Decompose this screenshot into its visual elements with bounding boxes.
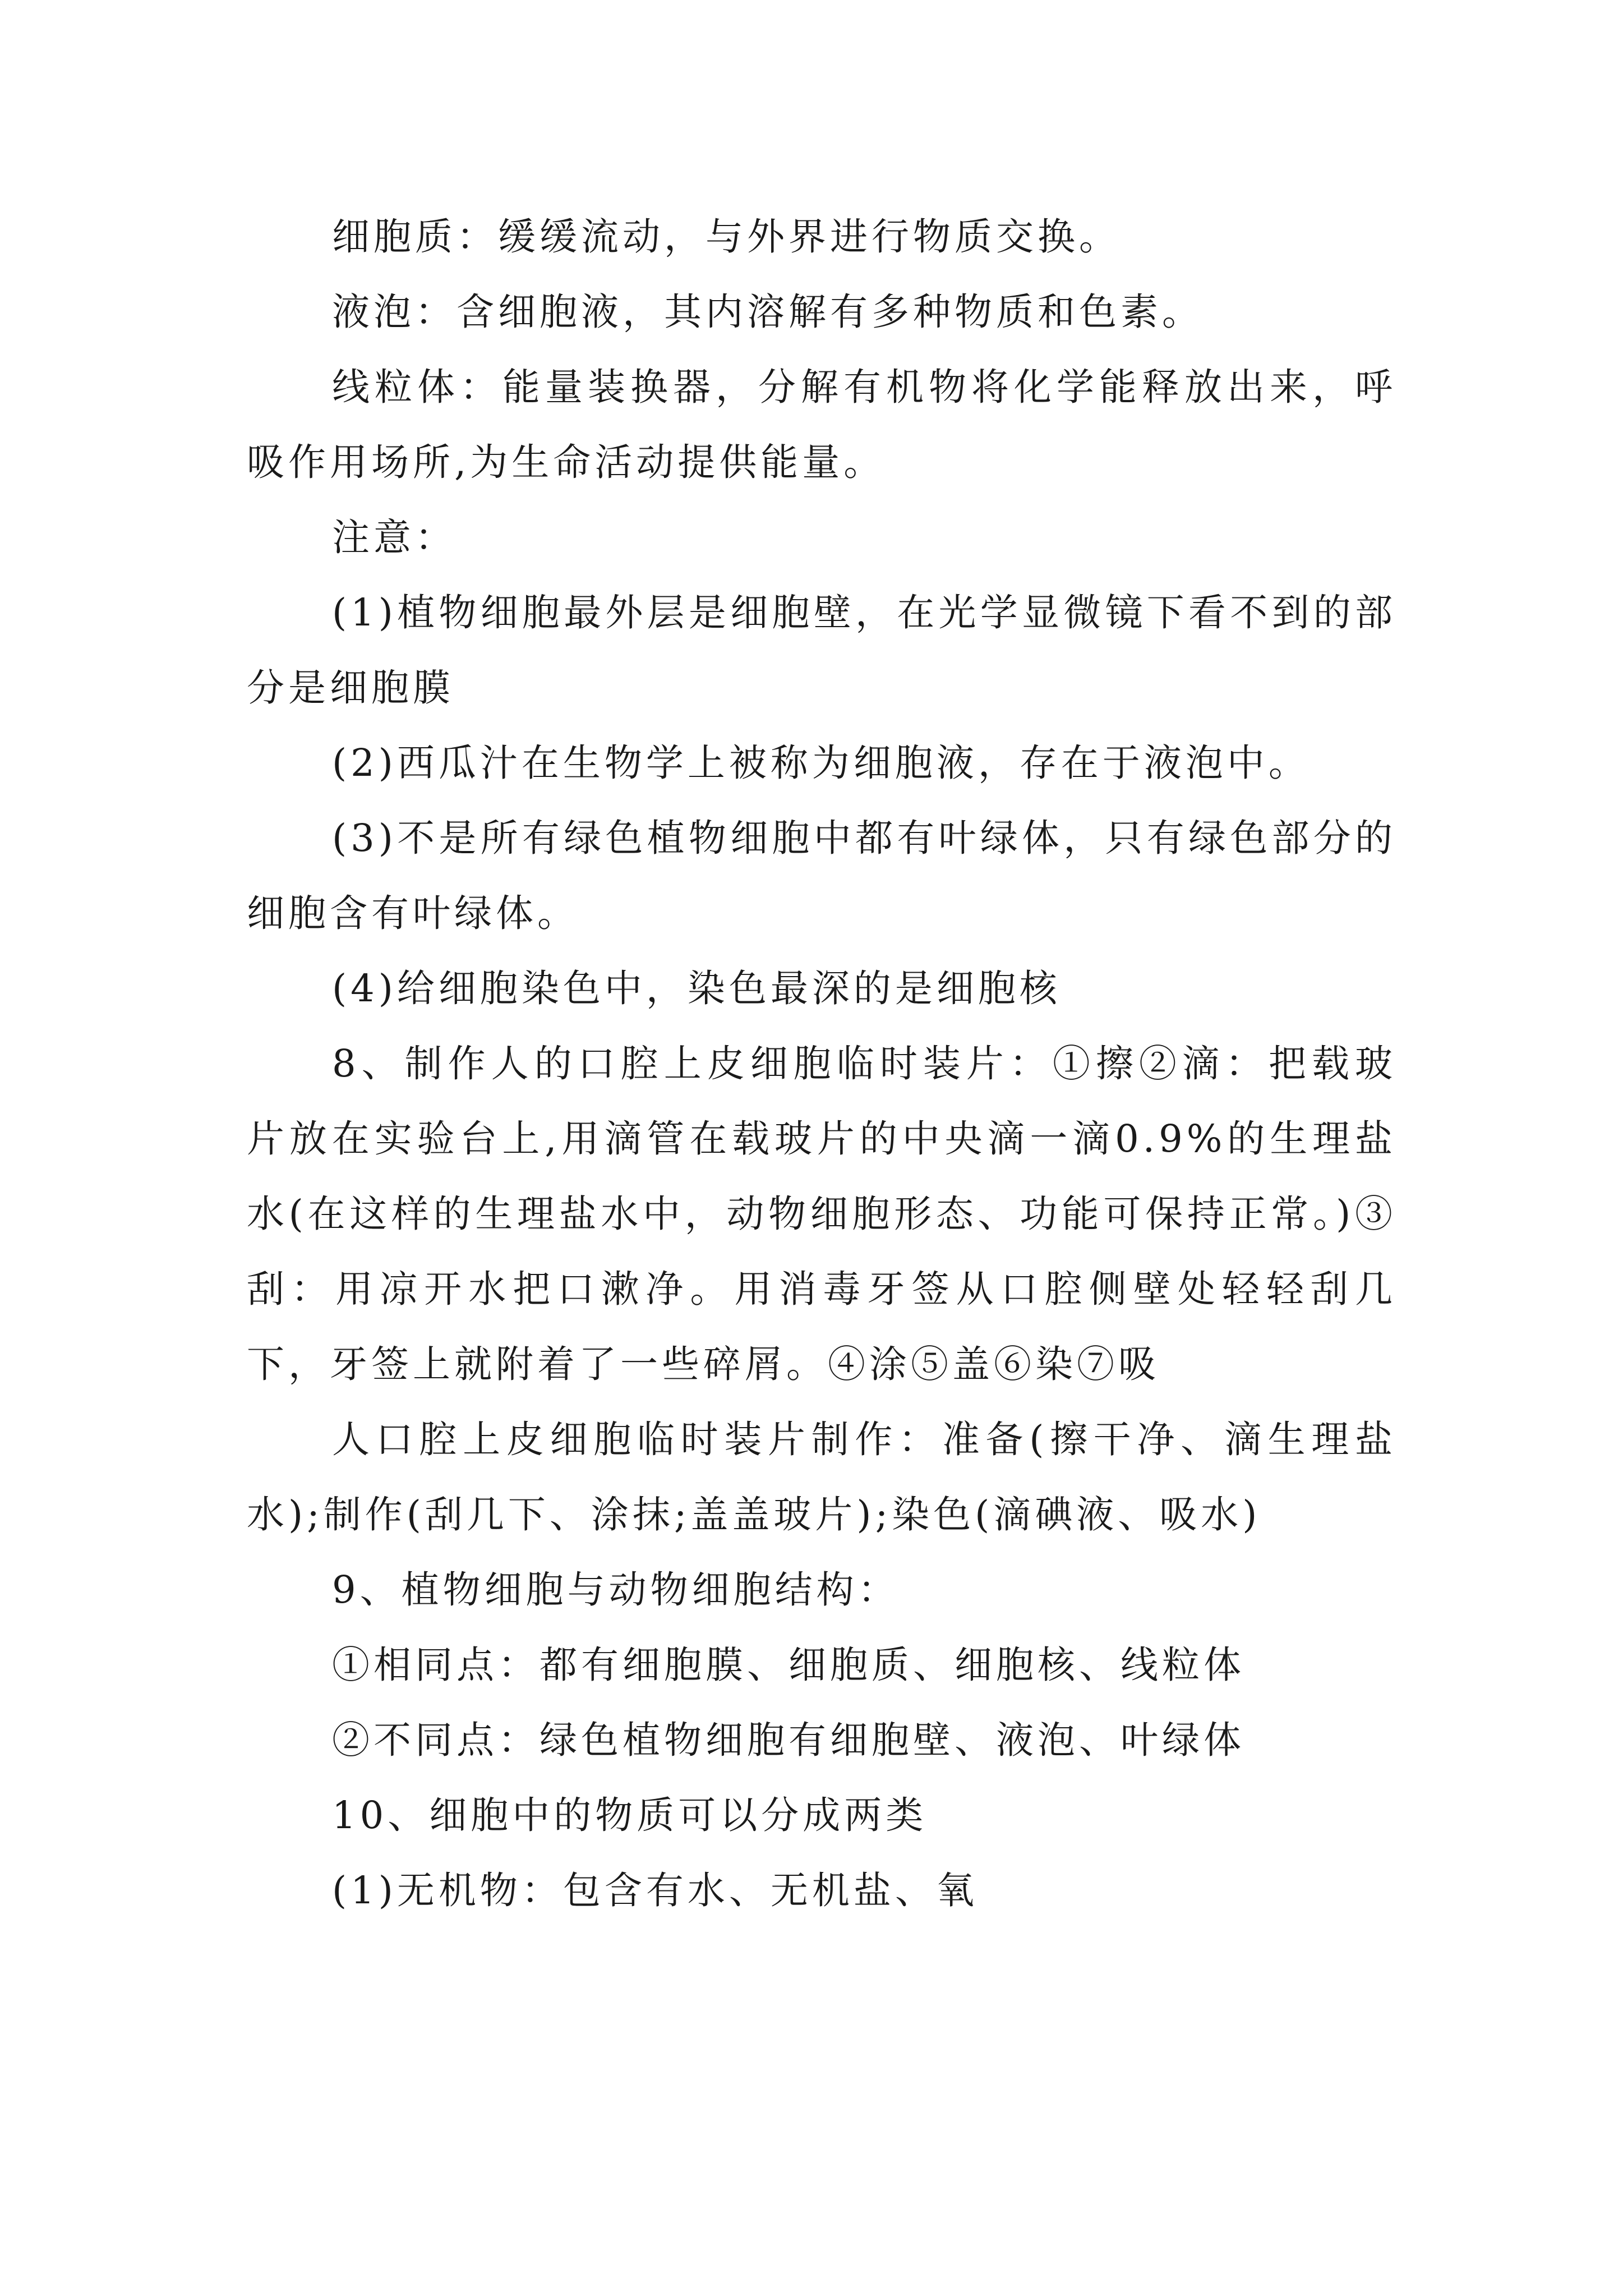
document-body bbox=[247, 199, 1396, 1928]
paragraph-similarities: ①相同点：都有细胞膜、细胞质、细胞核、线粒体 bbox=[332, 1643, 1245, 1687]
paragraph-cytoplasm: 细胞质：缓缓流动，与外界进行物质交换。 bbox=[332, 215, 1121, 259]
paragraph-note-3: (3)不是所有绿色植物细胞中都有叶绿体，只有绿色部分的细胞含有叶绿体。 bbox=[247, 816, 1396, 935]
paragraph-inorganic: (1)无机物：包含有水、无机盐、氧 bbox=[332, 1869, 978, 1912]
paragraph-mitochondria: 线粒体：能量装换器，分解有机物将化学能释放出来，呼吸作用场所,为生命活动提供能量。 bbox=[247, 365, 1396, 484]
paragraph-slide-preparation: 人口腔上皮细胞临时装片制作：准备(擦干净、滴生理盐水);制作(刮几下、涂抹;盖盖玻片);染色(滴碘液、吸水) bbox=[247, 1418, 1396, 1536]
paragraph-section-9: 9、植物细胞与动物细胞结构： bbox=[332, 1568, 900, 1612]
paragraph-note-2: (2)西瓜汁在生物学上被称为细胞液，存在于液泡中。 bbox=[332, 741, 1310, 785]
paragraph-section-10: 10、细胞中的物质可以分成两类 bbox=[332, 1793, 928, 1837]
paragraph-note-4: (4)给细胞染色中，染色最深的是细胞核 bbox=[332, 967, 1061, 1010]
paragraph-note-heading: 注意： bbox=[332, 516, 457, 559]
paragraph-differences: ②不同点：绿色植物细胞有细胞壁、液泡、叶绿体 bbox=[332, 1718, 1245, 1762]
paragraph-section-8: 8、制作人的口腔上皮细胞临时装片：①擦②滴：把载玻片放在实验台上,用滴管在载玻片的中央滴一滴0.9%的生理盐水(在这样的生理盐水中，动物细胞形态、功能可保持正常。)③刮：用凉开水把口漱净。用消毒牙签从口腔侧壁处轻轻刮几下，牙签上就附着了一些碎屑。④涂⑤盖⑥染⑦吸 bbox=[247, 1042, 1396, 1386]
paragraph-vacuole: 液泡：含细胞液，其内溶解有多种物质和色素。 bbox=[332, 290, 1204, 334]
paragraph-note-1: (1)植物细胞最外层是细胞壁，在光学显微镜下看不到的部分是细胞膜 bbox=[247, 591, 1396, 710]
